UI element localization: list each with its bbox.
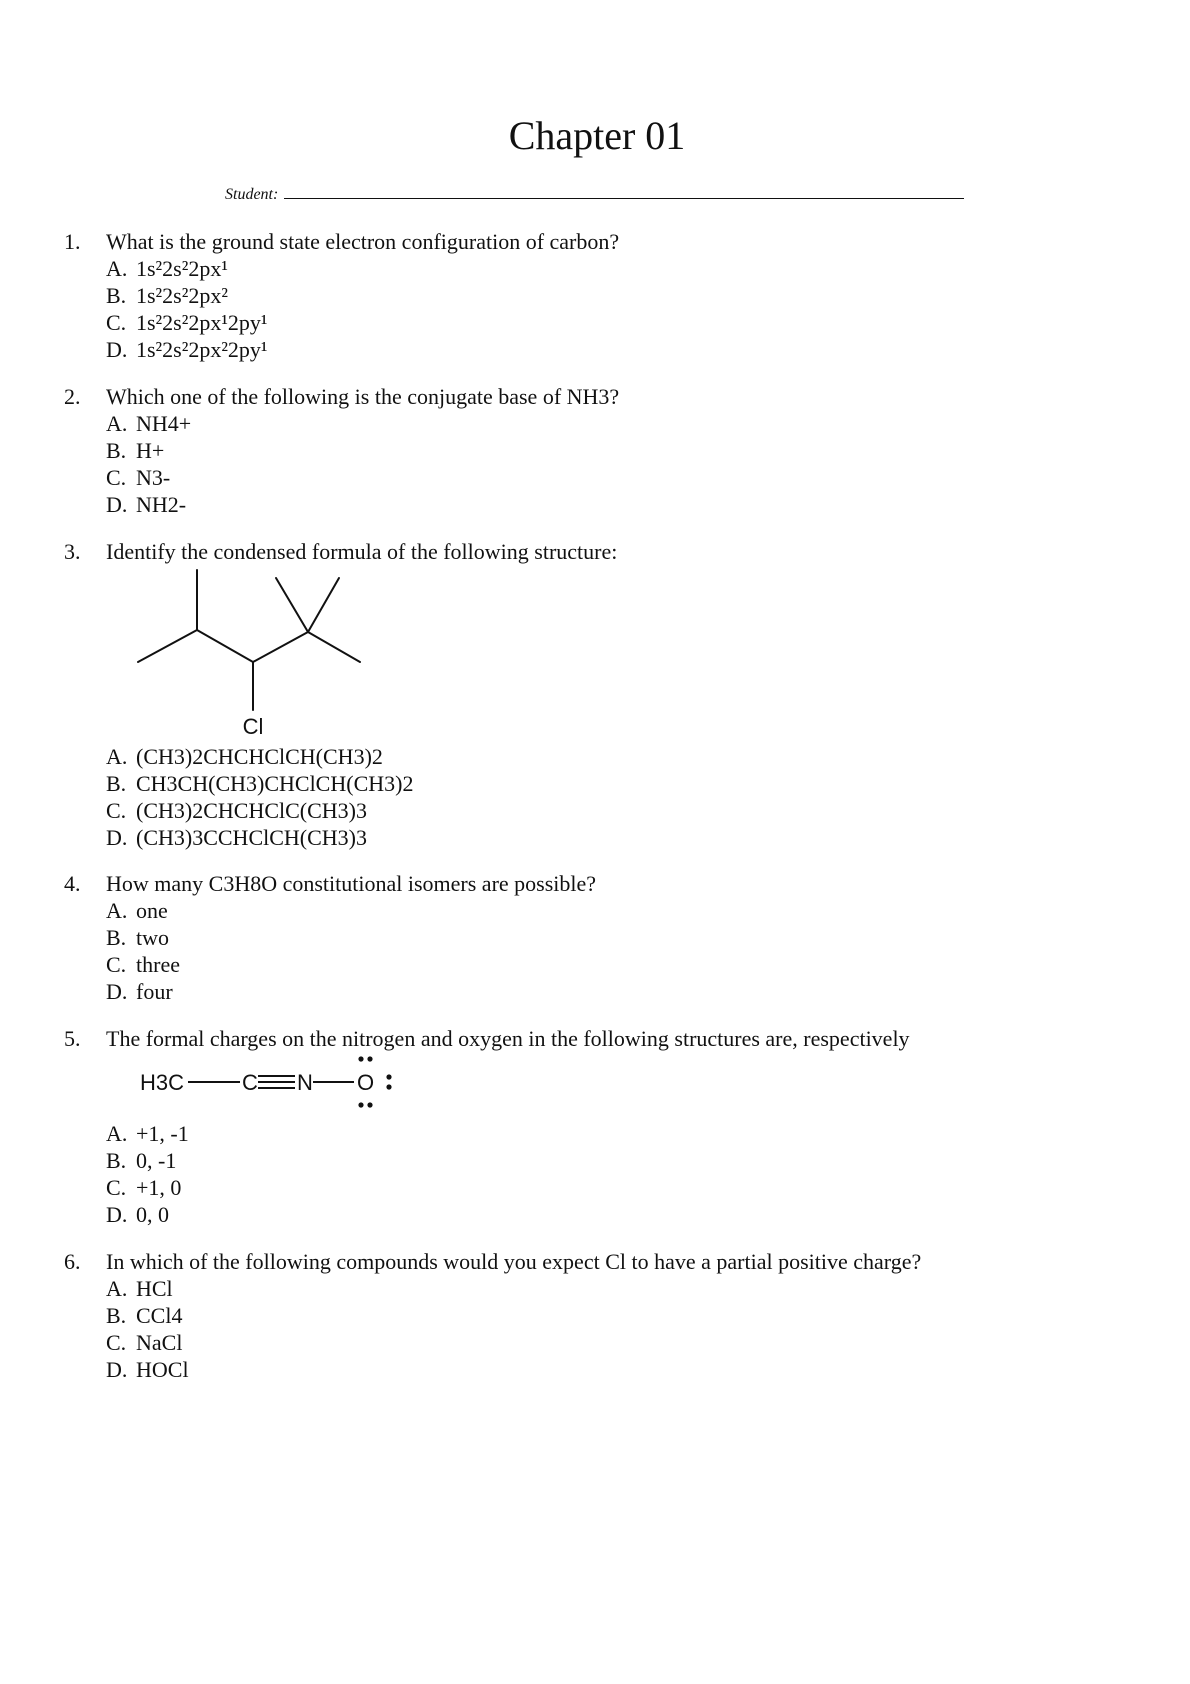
option-text: 1s²2s²2px²: [136, 283, 228, 308]
question-stem: In which of the following compounds would you expect Cl to have a partial positive charge?: [106, 1249, 922, 1274]
skeletal-structure: [130, 568, 370, 738]
option-d[interactable]: D. four: [106, 979, 173, 1004]
electron-dot: [367, 1056, 372, 1061]
question-number: 2.: [64, 384, 81, 409]
electron-dot: [386, 1074, 391, 1079]
option-c[interactable]: C. NaCl: [106, 1330, 183, 1355]
student-name-blank[interactable]: [284, 197, 964, 199]
electron-dot: [358, 1102, 363, 1107]
option-text: 0, -1: [136, 1148, 177, 1173]
question-number: 6.: [64, 1249, 81, 1274]
bond: [138, 630, 197, 662]
oxygen-label: O: [357, 1070, 375, 1095]
option-text: +1, -1: [136, 1121, 189, 1146]
question-stem: Identify the condensed formula of the following structure:: [106, 539, 618, 564]
question-number: 5.: [64, 1026, 81, 1051]
option-text: H+: [136, 438, 165, 463]
option-text: (CH3)3CCHClCH(CH3)3: [136, 825, 368, 850]
question-stem: The formal charges on the nitrogen and oxygen in the following structures are, respectively: [106, 1026, 910, 1051]
option-a[interactable]: A. +1, -1: [106, 1121, 189, 1146]
option-text: NH2-: [136, 492, 187, 517]
option-b[interactable]: B. 0, -1: [106, 1148, 177, 1173]
option-d[interactable]: D. 1s²2s²2px²2py¹: [106, 337, 268, 362]
option-a[interactable]: A. one: [106, 898, 168, 923]
question-stem: What is the ground state electron configuration of carbon?: [106, 229, 620, 254]
bond: [308, 632, 360, 662]
option-text: NaCl: [136, 1330, 183, 1355]
electron-dot: [367, 1102, 372, 1107]
electron-dot: [386, 1084, 391, 1089]
question-stem: How many C3H8O constitutional isomers are possible?: [106, 871, 597, 896]
bond: [197, 630, 253, 662]
option-text: two: [136, 925, 169, 950]
question-stem: Which one of the following is the conjugate base of NH3?: [106, 384, 620, 409]
option-b[interactable]: B. CH3CH(CH3)CHClCH(CH3)2: [106, 771, 414, 796]
option-text: NH4+: [136, 411, 192, 436]
option-a[interactable]: A. HCl: [106, 1276, 173, 1301]
option-text: three: [136, 952, 180, 977]
h3c-label: H3C: [140, 1070, 185, 1095]
bonds: [188, 1076, 354, 1088]
option-c[interactable]: C. (CH3)2CHCHClC(CH3)3: [106, 798, 368, 823]
question-number: 3.: [64, 539, 81, 564]
bond: [253, 632, 308, 662]
option-text: 1s²2s²2px¹: [136, 256, 228, 281]
option-b[interactable]: B. CCl4: [106, 1303, 183, 1328]
student-label: Student:: [225, 186, 279, 203]
student-name-line: [225, 186, 964, 204]
carbon-label: C: [242, 1070, 258, 1095]
question-number: 4.: [64, 871, 81, 896]
option-text: +1, 0: [136, 1175, 182, 1200]
option-text: CCl4: [136, 1303, 183, 1328]
option-c[interactable]: C. +1, 0: [106, 1175, 182, 1200]
option-text: HCl: [136, 1276, 173, 1301]
option-text: (CH3)2CHCHClC(CH3)3: [136, 798, 368, 823]
option-text: HOCl: [136, 1357, 189, 1382]
bond: [308, 578, 339, 632]
option-text: 0, 0: [136, 1202, 169, 1227]
option-text: 1s²2s²2px¹2py¹: [136, 310, 268, 335]
page-title: Chapter 01: [508, 113, 686, 158]
electron-dot: [358, 1056, 363, 1061]
option-c[interactable]: C. three: [106, 952, 180, 977]
option-c[interactable]: C. N3-: [106, 465, 171, 490]
option-a[interactable]: A. 1s²2s²2px¹: [106, 256, 228, 281]
option-text: 1s²2s²2px²2py¹: [136, 337, 268, 362]
option-text: one: [136, 898, 168, 923]
option-b[interactable]: B. H+: [106, 438, 165, 463]
option-text: N3-: [136, 465, 171, 490]
option-b[interactable]: B. 1s²2s²2px²: [106, 283, 228, 308]
option-b[interactable]: B. two: [106, 925, 169, 950]
option-text: CH3CH(CH3)CHClCH(CH3)2: [136, 771, 414, 796]
option-d[interactable]: D. HOCl: [106, 1357, 189, 1382]
option-d[interactable]: D. NH2-: [106, 492, 187, 517]
bond: [276, 578, 308, 632]
lewis-structure: [140, 1054, 410, 1114]
nitrogen-label: N: [297, 1070, 313, 1095]
option-a[interactable]: A. NH4+: [106, 411, 192, 436]
option-d[interactable]: D. (CH3)3CCHClCH(CH3)3: [106, 825, 368, 850]
option-text: four: [136, 979, 173, 1004]
chlorine-label: Cl: [242, 714, 264, 738]
option-text: (CH3)2CHCHClCH(CH3)2: [136, 744, 383, 769]
option-c[interactable]: C. 1s²2s²2px¹2py¹: [106, 310, 268, 335]
option-d[interactable]: D. 0, 0: [106, 1202, 169, 1227]
option-a[interactable]: A. (CH3)2CHCHClCH(CH3)2: [106, 744, 383, 769]
question-number: 1.: [64, 229, 81, 254]
